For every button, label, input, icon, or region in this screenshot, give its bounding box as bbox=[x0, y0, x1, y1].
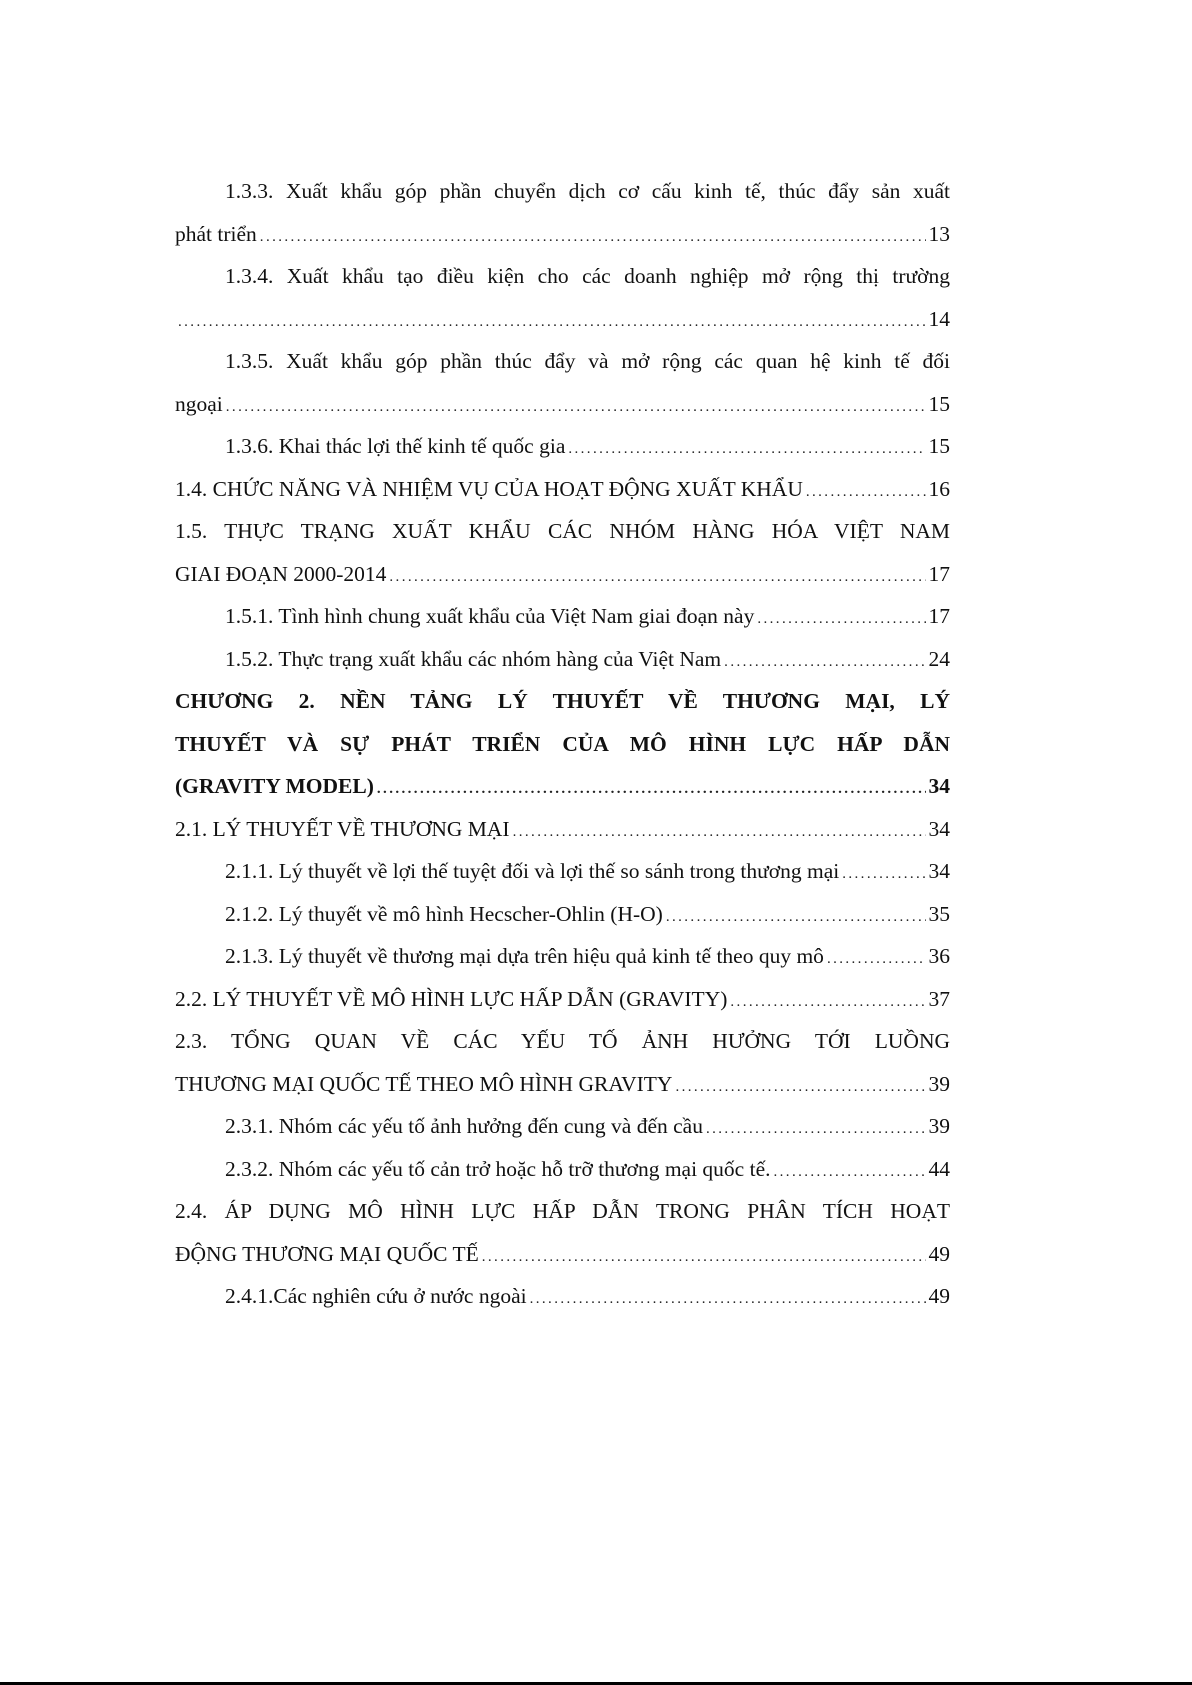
toc-entry-text: 2.1.2. Lý thuyết về mô hình Hecscher-Ohlin (H-O) bbox=[225, 901, 663, 926]
toc-entry-1-5-cont[interactable] bbox=[175, 553, 950, 596]
dot-leader bbox=[724, 641, 925, 684]
toc-page-number: 36 bbox=[928, 944, 950, 968]
dot-leader bbox=[513, 811, 926, 854]
dot-leader bbox=[389, 556, 925, 599]
dot-leader bbox=[260, 216, 926, 259]
toc-entry-1-3-3-cont[interactable] bbox=[175, 213, 950, 256]
toc-page-number: 15 bbox=[928, 391, 950, 416]
toc-entry-1-3-4-cont[interactable] bbox=[175, 298, 950, 341]
toc-entry-1-5-1[interactable] bbox=[175, 595, 950, 638]
dot-leader bbox=[178, 301, 926, 344]
toc-entry-chapter-2-cont[interactable] bbox=[175, 723, 950, 766]
toc-entry-text: 2.3.1. Nhóm các yếu tố ảnh hưởng đến cung và đến cầu bbox=[225, 1114, 703, 1138]
toc-entry-1-5[interactable] bbox=[175, 510, 950, 553]
toc-entry-text: (GRAVITY MODEL) bbox=[175, 774, 374, 798]
toc-entry-text: phát triển bbox=[175, 221, 257, 246]
toc-entry-text: 2.2. LÝ THUYẾT VỀ MÔ HÌNH LỰC HẤP DẪN (GRAVITY) bbox=[175, 986, 728, 1011]
dot-leader bbox=[666, 896, 926, 939]
toc-entry-2-3-1[interactable] bbox=[175, 1105, 950, 1148]
toc-entry-text: 1.3.3. Xuất khẩu góp phần chuyển dịch cơ cấu kinh tế, thúc đẩy sản xuất bbox=[225, 179, 950, 203]
toc-entry-text: CHƯƠNG 2. NỀN TẢNG LÝ THUYẾT VỀ THƯƠNG MẠI, LÝ bbox=[175, 689, 950, 713]
dot-leader bbox=[377, 768, 926, 811]
toc-page-number: 16 bbox=[928, 476, 950, 501]
dot-leader bbox=[568, 428, 925, 471]
toc-entry-2-3-2[interactable] bbox=[175, 1148, 950, 1191]
toc-entry-2-1-2[interactable] bbox=[175, 893, 950, 936]
dot-leader bbox=[827, 938, 926, 981]
dot-leader bbox=[774, 1151, 926, 1194]
toc-page-number: 15 bbox=[928, 434, 950, 458]
toc-page-number: 34 bbox=[928, 859, 950, 883]
toc-page-number: 17 bbox=[928, 604, 950, 628]
dot-leader bbox=[842, 853, 925, 896]
toc-page-number: 34 bbox=[928, 774, 950, 798]
table-of-contents bbox=[175, 170, 950, 1318]
toc-entry-text: THUYẾT VÀ SỰ PHÁT TRIỂN CỦA MÔ HÌNH LỰC HẤP DẪN bbox=[175, 731, 950, 756]
dot-leader bbox=[482, 1236, 926, 1279]
dot-leader bbox=[806, 471, 926, 514]
toc-entry-text: 2.3. TỔNG QUAN VỀ CÁC YẾU TỐ ẢNH HƯỞNG TỚI LUỒNG bbox=[175, 1029, 950, 1053]
toc-entry-2-4[interactable] bbox=[175, 1190, 950, 1233]
toc-entry-text: 2.4.1.Các nghiên cứu ở nước ngoài bbox=[225, 1284, 527, 1308]
toc-entry-2-4-1[interactable] bbox=[175, 1275, 950, 1318]
toc-entry-2-4-cont[interactable] bbox=[175, 1233, 950, 1276]
toc-page-number: 24 bbox=[928, 646, 950, 671]
toc-page-number: 39 bbox=[928, 1071, 950, 1096]
toc-entry-2-3[interactable] bbox=[175, 1020, 950, 1063]
toc-entry-2-1-1[interactable] bbox=[175, 850, 950, 893]
toc-entry-text: 2.1.3. Lý thuyết về thương mại dựa trên hiệu quả kinh tế theo quy mô bbox=[225, 944, 824, 968]
toc-entry-1-3-5[interactable] bbox=[175, 340, 950, 383]
toc-entry-text: 1.3.5. Xuất khẩu góp phần thúc đẩy và mở rộng các quan hệ kinh tế đối bbox=[225, 349, 950, 373]
toc-page-number: 13 bbox=[928, 221, 950, 246]
toc-entry-text: 1.5. THỰC TRẠNG XUẤT KHẨU CÁC NHÓM HÀNG HÓA VIỆT NAM bbox=[175, 519, 950, 543]
toc-page-number: 49 bbox=[928, 1241, 950, 1266]
toc-entry-text: 1.4. CHỨC NĂNG VÀ NHIỆM VỤ CỦA HOẠT ĐỘNG XUẤT KHẨU bbox=[175, 476, 803, 501]
toc-entry-chapter-2[interactable] bbox=[175, 680, 950, 723]
toc-entry-2-1[interactable] bbox=[175, 808, 950, 851]
toc-entry-1-3-4[interactable] bbox=[175, 255, 950, 298]
dot-leader bbox=[706, 1108, 926, 1151]
dot-leader bbox=[675, 1066, 925, 1109]
dot-leader bbox=[757, 598, 925, 641]
toc-entry-text: 2.3.2. Nhóm các yếu tố cản trở hoặc hỗ trỡ thương mại quốc tế. bbox=[225, 1156, 771, 1181]
toc-page-number: 49 bbox=[928, 1284, 950, 1308]
toc-entry-text: 2.1. LÝ THUYẾT VỀ THƯƠNG MẠI bbox=[175, 816, 510, 841]
toc-entry-1-3-6[interactable] bbox=[175, 425, 950, 468]
toc-page-number: 44 bbox=[928, 1156, 950, 1181]
toc-entry-text: 2.4. ÁP DỤNG MÔ HÌNH LỰC HẤP DẪN TRONG PHÂN TÍCH HOẠT bbox=[175, 1199, 950, 1223]
toc-page-number: 34 bbox=[928, 816, 950, 841]
toc-entry-text: ĐỘNG THƯƠNG MẠI QUỐC TẾ bbox=[175, 1241, 479, 1266]
toc-entry-text: 1.3.4. Xuất khẩu tạo điều kiện cho các doanh nghiệp mở rộng thị trường bbox=[225, 264, 950, 288]
toc-entry-text: THƯƠNG MẠI QUỐC TẾ THEO MÔ HÌNH GRAVITY bbox=[175, 1071, 673, 1096]
dot-leader bbox=[530, 1278, 926, 1321]
toc-entry-text: 1.3.6. Khai thác lợi thế kinh tế quốc gia bbox=[225, 434, 566, 458]
toc-entry-text: GIAI ĐOẠN 2000-2014 bbox=[175, 561, 387, 586]
toc-entry-text: 1.5.2. Thực trạng xuất khẩu các nhóm hàng của Việt Nam bbox=[225, 646, 722, 671]
toc-entry-2-1-3[interactable] bbox=[175, 935, 950, 978]
toc-page-number: 35 bbox=[928, 901, 950, 926]
toc-entry-2-2[interactable] bbox=[175, 978, 950, 1021]
toc-entry-1-4[interactable] bbox=[175, 468, 950, 511]
toc-page-number: 37 bbox=[928, 986, 950, 1011]
toc-entry-2-3-cont[interactable] bbox=[175, 1063, 950, 1106]
toc-page-number: 14 bbox=[928, 306, 950, 331]
toc-entry-text: 1.5.1. Tình hình chung xuất khẩu của Việt Nam giai đoạn này bbox=[225, 604, 755, 628]
toc-entry-1-3-3[interactable] bbox=[175, 170, 950, 213]
toc-entry-text: ngoại bbox=[175, 391, 223, 416]
toc-entry-1-5-2[interactable] bbox=[175, 638, 950, 681]
dot-leader bbox=[730, 981, 925, 1024]
dot-leader bbox=[226, 386, 926, 429]
toc-entry-1-3-5-cont[interactable] bbox=[175, 383, 950, 426]
toc-page-number: 17 bbox=[928, 561, 950, 586]
toc-entry-text: 2.1.1. Lý thuyết về lợi thế tuyệt đối và lợi thế so sánh trong thương mại bbox=[225, 859, 840, 883]
toc-page-number: 39 bbox=[928, 1114, 950, 1138]
toc-entry-chapter-2-cont2[interactable] bbox=[175, 765, 950, 808]
